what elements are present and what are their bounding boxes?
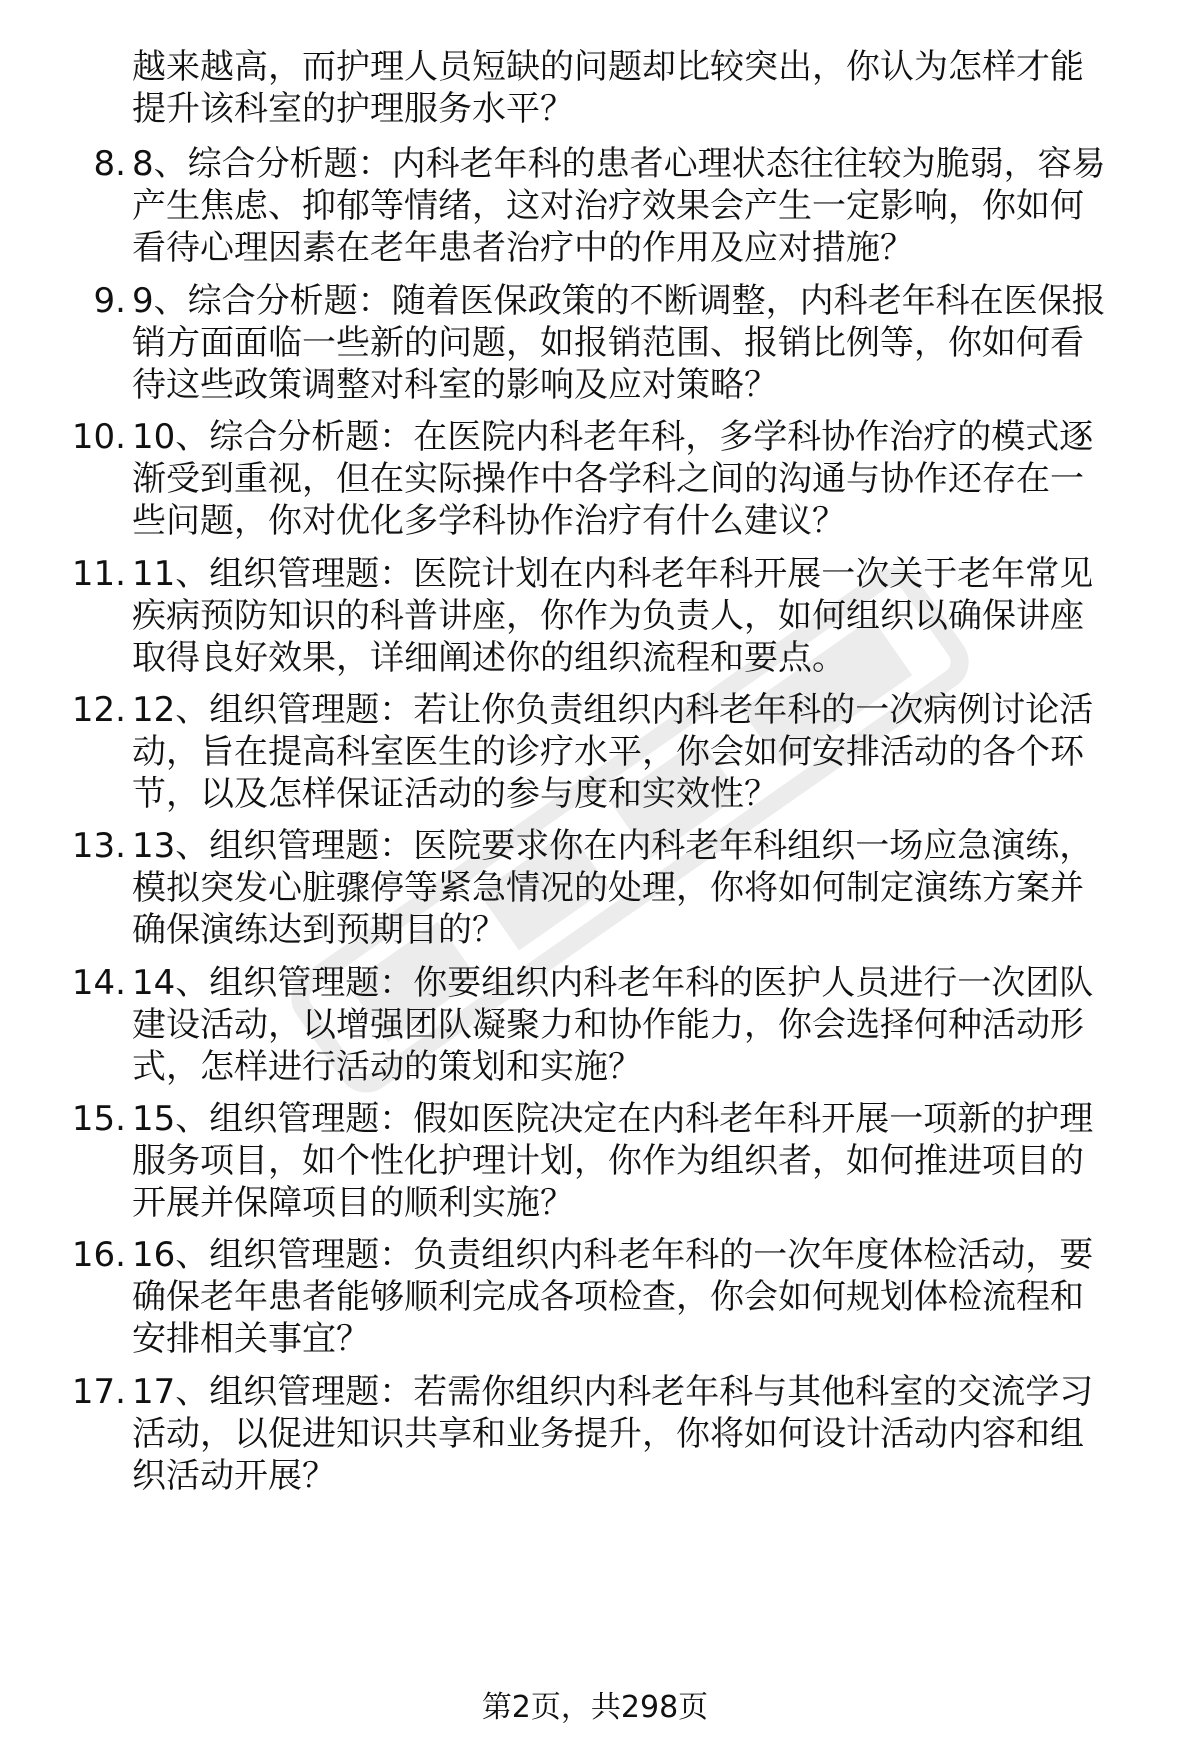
list-item-number: 15. (71, 1099, 126, 1139)
list-item-number: 14. (71, 963, 126, 1003)
list-item-text: 15、组织管理题：假如医院决定在内科老年科开展一项新的护理 服务项目，如个性化护理计划，你作为组织者，如何推进项目的 开展并保障项目的顺利实施？ (132, 1099, 1094, 1223)
list-item-number: 12. (71, 690, 126, 730)
list-item-text: 10、综合分析题：在医院内科老年科，多学科协作治疗的模式逐 渐受到重视，但在实际操作中各学科之间的沟通与协作还存在一 些问题，你对优化多学科协作治疗有什么建议？ (132, 417, 1094, 541)
list-item-text: 9、综合分析题：随着医保政策的不断调整，内科老年科在医保报 销方面面临一些新的问题，如报销范围、报销比例等，你如何看 待这些政策调整对科室的影响及应对策略？ (132, 281, 1106, 405)
list-item-text: 13、组织管理题：医院要求你在内科老年科组织一场应急演练， 模拟突发心脏骤停等紧急情况的处理，你将如何制定演练方案并 确保演练达到预期目的？ (132, 826, 1094, 950)
list-item-number: 13. (71, 826, 126, 866)
list-item-number: 10. (71, 417, 126, 457)
list-item-text: 8、综合分析题：内科老年科的患者心理状态往往较为脆弱，容易 产生焦虑、抑郁等情绪，这对治疗效果会产生一定影响，你如何 看待心理因素在老年患者治疗中的作用及应对措施？ (132, 144, 1106, 268)
list-item-text: 12、组织管理题：若让你负责组织内科老年科的一次病例讨论活 动，旨在提高科室医生的诊疗水平，你会如何安排活动的各个环 节，以及怎样保证活动的参与度和实效性？ (132, 690, 1094, 814)
list-item-text: 14、组织管理题：你要组织内科老年科的医护人员进行一次团队 建设活动，以增强团队凝聚力和协作能力，你会选择何种活动形 式，怎样进行活动的策划和实施？ (132, 963, 1094, 1087)
list-item-number: 17. (71, 1372, 126, 1412)
list-item-number: 11. (71, 554, 126, 594)
list-item-number: 16. (71, 1235, 126, 1275)
list-item-text: 11、组织管理题：医院计划在内科老年科开展一次关于老年常见 疾病预防知识的科普讲座，你作为负责人，如何组织以确保讲座 取得良好效果，详细阐述你的组织流程和要点。 (132, 554, 1094, 678)
page-footer: 第2页，共298页 (481, 1690, 709, 1725)
continuation-text: 越来越高，而护理人员短缺的问题却比较突出，你认为怎样才能 提升该科室的护理服务水平？ (132, 47, 1084, 129)
list-item-number: 8. (93, 144, 126, 184)
list-item-text: 16、组织管理题：负责组织内科老年科的一次年度体检活动，要 确保老年患者能够顺利完成各项检查，你会如何规划体检流程和 安排相关事宜？ (132, 1235, 1094, 1359)
list-item-number: 9. (93, 281, 126, 321)
list-item-text: 17、组织管理题：若需你组织内科老年科与其他科室的交流学习 活动，以促进知识共享和业务提升，你将如何设计活动内容和组 织活动开展？ (132, 1372, 1094, 1496)
